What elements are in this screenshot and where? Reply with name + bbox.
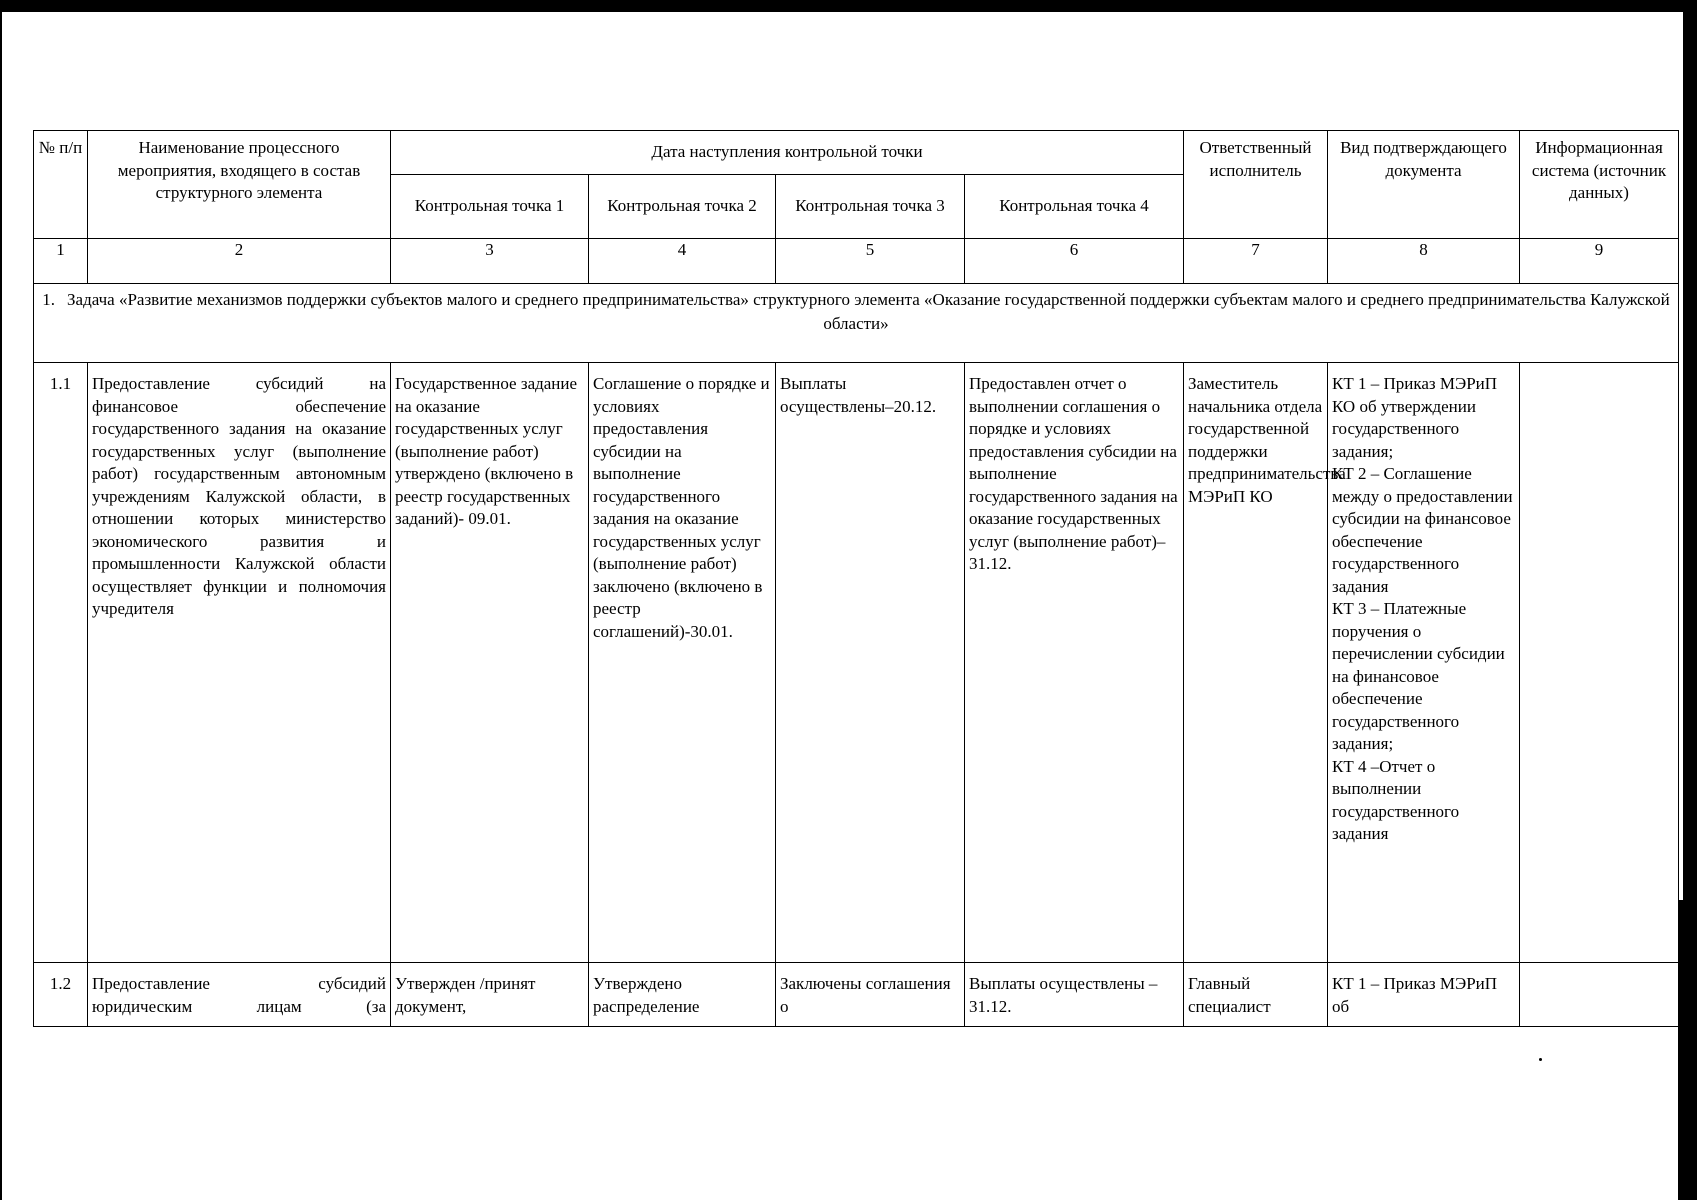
header-kt3: Контрольная точка 3: [776, 175, 965, 239]
row-number: 1.2: [34, 963, 88, 1027]
column-number: 4: [589, 239, 776, 284]
row-doc-type: КТ 1 – Приказ МЭРиП об: [1328, 963, 1520, 1027]
column-number: 7: [1184, 239, 1328, 284]
row-name-text: Предоставление субсидий юридическим лицам (за: [92, 974, 386, 1016]
row-kt3: Заключены соглашения о: [776, 963, 965, 1027]
header-num: № п/п: [34, 131, 88, 239]
column-number: 3: [391, 239, 589, 284]
column-number: 8: [1328, 239, 1520, 284]
row-number: 1.1: [34, 363, 88, 963]
scan-border-left: [0, 0, 2, 1200]
header-date-group: Дата наступления контрольной точки: [391, 131, 1184, 175]
column-number: 9: [1520, 239, 1679, 284]
row-responsible: Главный специалист: [1184, 963, 1328, 1027]
scan-speck: [1539, 1058, 1542, 1061]
task-number: 1.: [42, 290, 56, 309]
control-points-table: [33, 130, 1679, 1027]
row-name-text: Предоставление субсидий на финансовое обеспечение государственного задания на оказание государственных услуг (выполнение работ) государственным автономным учреждениям Калужской области, в отношении которых министерство экономического развития и промышленности Калужской области осуществляет функции и полномочия учредителя: [92, 374, 386, 618]
header-info-system: Информационная система (источник данных): [1520, 131, 1679, 239]
header-row-top: [34, 131, 1679, 175]
row-kt1: Государственное задание на оказание государственных услуг (выполнение работ) утверждено (включено в реестр государственных заданий)- 09.01.: [391, 363, 589, 963]
row-kt2: Соглашение о порядке и условиях предоставления субсидии на выполнение государственного задания на оказание государственных услуг (выполнение работ) заключено (включено в реестр соглашений)-30.01.: [589, 363, 776, 963]
row-kt4: Предоставлен отчет о выполнении соглашения о порядке и условиях предоставления субсидии на выполнение государственного задания на оказание государственных услуг (выполнение работ)–31.12.: [965, 363, 1184, 963]
column-number: 5: [776, 239, 965, 284]
table-row: [34, 363, 1679, 963]
header-responsible: Ответственный исполнитель: [1184, 131, 1328, 239]
task-text: Задача «Развитие механизмов поддержки субъектов малого и среднего предпринимательства» структурного элемента «Оказание государственной поддержки субъектам малого и среднего предпринимательства Калужской области»: [67, 290, 1670, 333]
row-kt1: Утвержден /принят документ,: [391, 963, 589, 1027]
column-numbers-row: [34, 239, 1679, 284]
column-number: 6: [965, 239, 1184, 284]
row-doc-type: КТ 1 – Приказ МЭРиП КО об утверждении государственного задания; КТ 2 – Соглашение между о предоставлении субсидии на финансовое обеспечение государственного задания КТ 3 – Платежные поручения о перечислении субсидии на финансовое обеспечение государственного задания; КТ 4 –Отчет о выполнении государственного задания: [1328, 363, 1520, 963]
row-kt4: Выплаты осуществлены – 31.12.: [965, 963, 1184, 1027]
row-name: [88, 363, 391, 963]
task-row: [34, 284, 1679, 363]
column-number: 2: [88, 239, 391, 284]
row-kt3: Выплаты осуществлены–20.12.: [776, 363, 965, 963]
scan-border-top: [0, 0, 1697, 12]
header-kt4: Контрольная точка 4: [965, 175, 1184, 239]
scan-border-right: [1683, 0, 1697, 1200]
row-info-system: [1520, 963, 1679, 1027]
header-kt2: Контрольная точка 2: [589, 175, 776, 239]
row-info-system: [1520, 363, 1679, 963]
row-responsible: Заместитель начальника отдела государственной поддержки предпринимательства МЭРиП КО: [1184, 363, 1328, 963]
header-kt1: Контрольная точка 1: [391, 175, 589, 239]
task-heading: [34, 284, 1679, 363]
column-number: 1: [34, 239, 88, 284]
row-kt2: Утверждено распределение: [589, 963, 776, 1027]
header-doc-type: Вид подтверждающего документа: [1328, 131, 1520, 239]
table-row: [34, 963, 1679, 1027]
row-name: [88, 963, 391, 1027]
header-name: Наименование процессного мероприятия, входящего в состав структурного элемента: [88, 131, 391, 239]
